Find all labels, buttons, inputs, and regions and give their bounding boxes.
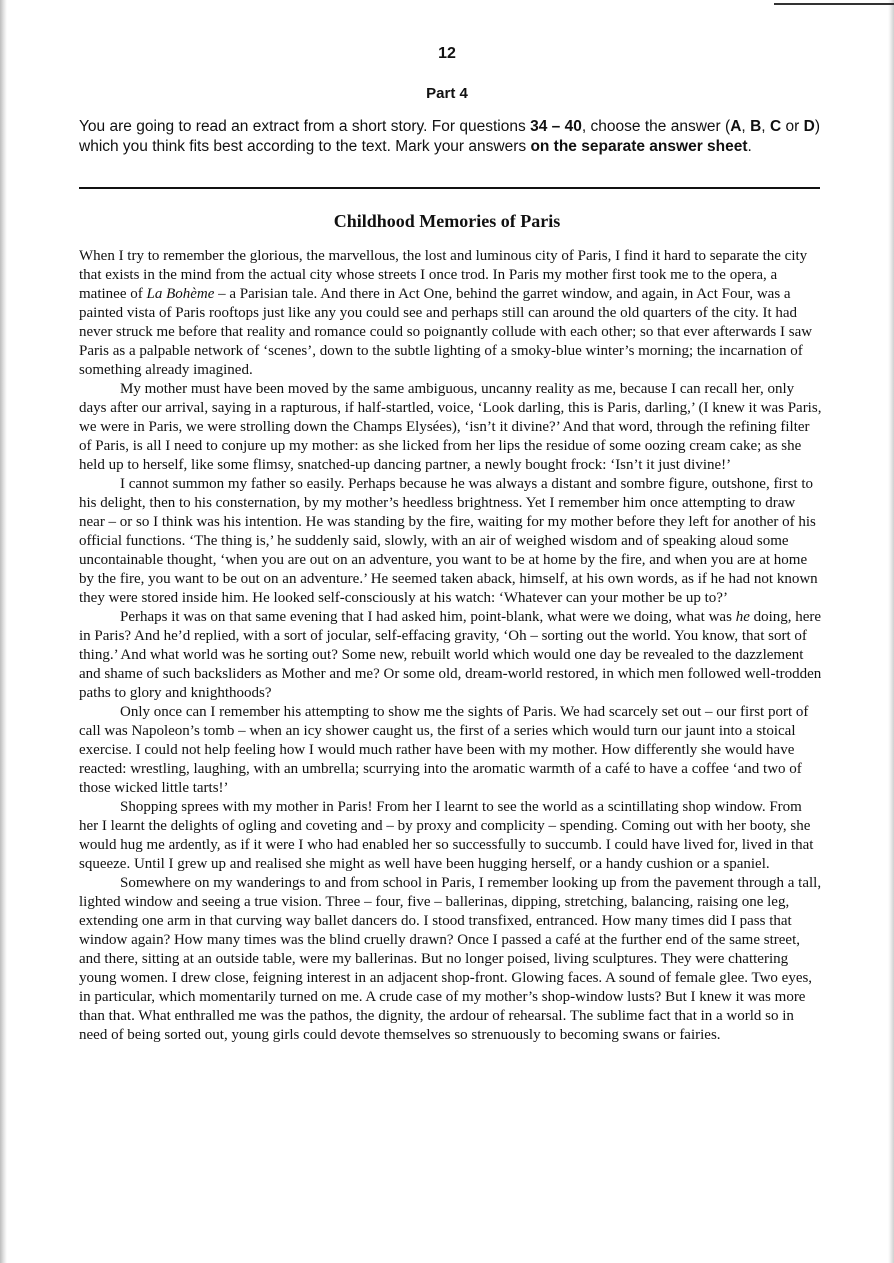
scan-mark-top-right xyxy=(774,3,894,5)
instructions-text-2: , choose the answer ( xyxy=(581,118,731,135)
scan-edge-left xyxy=(0,0,7,1263)
paragraph-1-text-b: – a Parisian tale. And there in Act One, behind the garret window, and again, in Act Four, was a painted vista of Paris rooftops just like any you could see and perhaps still can around the old quarters of the city. It had never struck me before that reality and romance could so poignantly collude with each other; so that ever afterwards I saw Paris as a palpable network of ‘scenes’, down to the subtle lighting of a smoky-blue winter’s morning; the incarnation of something already imagined. xyxy=(79,286,813,378)
divider-rule xyxy=(79,187,820,189)
paragraph-1-text-a: When I try to remember the glorious, the marvellous, the lost and luminous city of Paris, I find it hard to separate the city that exists in the mind from the actual city whose streets I once trod. In Paris my mother first took me to the opera, a matinee of xyxy=(79,248,808,302)
paragraph-6: Shopping sprees with my mother in Paris! From her I learnt to see the world as a scintillating shop window. From her I learnt the delights of ogling and coveting and – by proxy and complicity – spending. Coming out with her booty, she would hug me ardently, as if it were I who had enabled her so successfully to succumb. I could have lived for, lived in that squeeze. Until I grew up and realised she might as well have been hugging herself, or a handy cushion or a spaniel. xyxy=(79,799,814,872)
paragraph-5: Only once can I remember his attempting to show me the sights of Paris. We had scarcely set out – our first port of call was Napoleon’s tomb – when an icy shower caught us, the first of a series which would turn our jaunt into a stoical exercise. I could not help feeling how I would much rather have been with my mother. How differently she would have reacted: wrestling, laughing, with an umbrella; scurrying into the aromatic warmth of a café to have a coffee ‘and two of those wicked little tarts!’ xyxy=(79,704,809,796)
separator-1: , xyxy=(741,118,751,135)
part-title: Part 4 xyxy=(426,85,468,102)
paragraph-7: Somewhere on my wanderings to and from school in Paris, I remember looking up from the pavement through a tall, lighted window and seeing a true vision. Three – four, five – ballerinas, dipping, stretching, balancing, raising one leg, extending one arm in that curving way ballet dancers do. I stood transfixed, entranced. How many times did I pass that window again? How many times was the blind cruelly drawn? Once I passed a café at the further end of the same street, and there, sitting at an outside table, were my ballerinas. But no longer poised, living sculptures. They were chattering young women. I drew close, feigning interest in an adjacent shop-front. Glowing faces. A sound of female glee. Two eyes, in particular, which momentarily turned on me. A crude case of my mother’s shop-window lusts? But I knew it was more than that. What enthralled me was the pathos, the dignity, the ardour of rehearsal. The sublime fact that in a world so in need of being sorted out, young girls could devote themselves so strenuously to becoming swans or fairies. xyxy=(79,875,822,1043)
page-number: 12 xyxy=(438,45,456,62)
question-range: 34 – 40 xyxy=(530,118,582,135)
paragraph-4-text-b: doing, here in Paris? And he’d replied, with a sort of jocular, self-effacing gravity, ‘Oh – sorting out the world. You know, that sort of thing.’ And what world was he sorting out? Some new, rebuilt world which would one day be revealed to the dazzlement and shame of such backsliders as Mother and me? Or some old, dream-world restored, in which men followed well-trodden paths to glory and knighthoods? xyxy=(79,609,822,701)
paragraph-4 xyxy=(79,608,824,703)
instructions-text-3: ) which you think fits best according to the text. Mark your answers xyxy=(79,118,820,155)
paragraph-3: I cannot summon my father so easily. Perhaps because he was always a distant and sombre figure, outshone, first to his delight, then to his consternation, by my mother’s heedless brightness. Yet I remember him once attempting to draw near – or so I think was his intention. He was standing by the fire, waiting for my mother before they left for another of his official functions. ‘The thing is,’ he suddenly said, slowly, with an air of weighed wisdom and of speaking aloud some uncontainable thought, ‘when you are out on an adventure, you want to be at home by the fire, and when you are at home by the fire, you want to be out on an adventure.’ He seemed taken aback, himself, at his own words, as if he had not known they were stored inside him. He looked self-consciously at his watch: ‘Whatever can your mother be up to?’ xyxy=(79,476,818,606)
paragraph-4-text-a: Perhaps it was on that same evening that I had asked him, point-blank, what were we doing, what was xyxy=(120,609,736,625)
paragraph-1 xyxy=(79,247,824,380)
opera-title: La Bohème xyxy=(146,286,215,302)
separator-2: , xyxy=(761,118,770,135)
scan-edge-right xyxy=(888,0,894,1263)
option-a: A xyxy=(730,118,742,135)
or-text: or xyxy=(781,118,804,135)
paragraph-2: My mother must have been moved by the same ambiguous, uncanny reality as me, because I can recall her, only days after our arrival, saying in a rapturous, if half-startled, voice, ‘Look darling, this is Paris, darling,’ (I knew it was Paris, we were in Paris, we were strolling down the Champs Elysées), ‘isn’t it divine?’ And that word, through the refining filter of Paris, is all I need to conjure up my mother: as she licked from her lips the residue of some oozing cream cake; as she held up to herself, like some flimsy, snatched-up dancing partner, a newly bought frock: ‘Isn’t it just divine!’ xyxy=(79,381,822,473)
option-d: D xyxy=(803,118,815,135)
option-c: C xyxy=(769,118,782,135)
instructions-text-1: You are going to read an extract from a short story. For questions xyxy=(79,118,531,135)
story-title: Childhood Memories of Paris xyxy=(333,211,561,231)
instructions xyxy=(79,117,820,156)
instructions-end: . xyxy=(747,137,752,155)
story-text xyxy=(79,247,824,1045)
option-b: B xyxy=(750,118,762,135)
answer-sheet-text: on the separate answer sheet xyxy=(530,137,748,155)
emphasis-he: he xyxy=(735,609,750,625)
